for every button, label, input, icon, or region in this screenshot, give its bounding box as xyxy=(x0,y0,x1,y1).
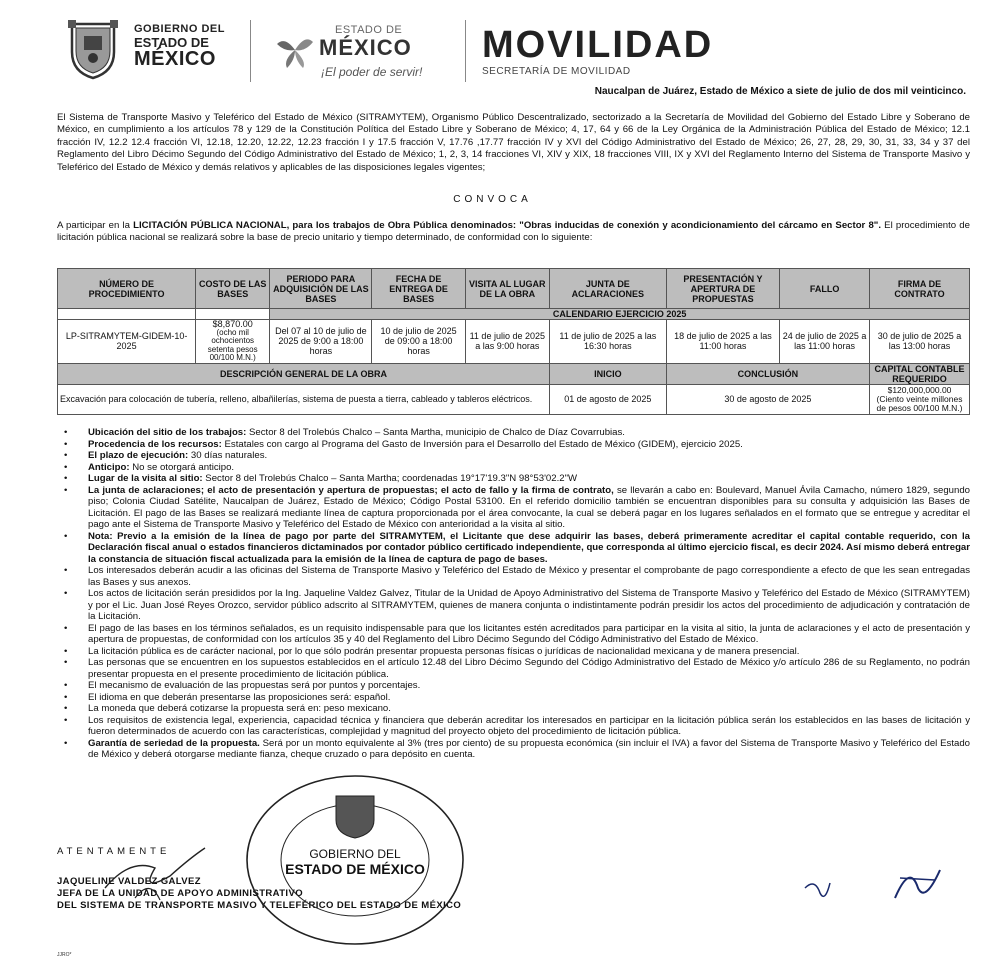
bullet-text: El idioma en que deberán presentarse las proposiciones será: español. xyxy=(88,691,391,703)
list-item: • Garantía de seriedad de la propuesta. Será por un monto equivalente al 3% (tres por ciento) de su propuesta económica (sin incluir el IVA) a favor del Sistema de Transporte Masivo y Teleférico del Estado de México y deberá otorgarse mediante fianza, cheque cruzado o para depósito en cuenta. xyxy=(64,737,970,760)
list-item: • El idioma en que deberán presentarse las proposiciones será: español. xyxy=(64,691,391,703)
list-item: • La licitación pública es de carácter nacional, por lo que sólo podrán presentar propuesta personas físicas o jurídicas de nacionalidad mexicana y de manera presencial. xyxy=(64,645,800,657)
signer-title2: DEL SISTEMA DE TRANSPORTE MASIVO Y TELEFÉRICO DEL ESTADO DE MÉXICO xyxy=(57,900,462,911)
letterhead xyxy=(0,0,985,90)
requirements-list xyxy=(60,427,970,761)
list-item: • El plazo de ejecución: 30 días naturales. xyxy=(64,450,268,461)
cell-descripcion: Excavación para colocación de tubería, relleno, albañilerías, sistema de puesta a tierra, cableado y tableros eléctricos. xyxy=(58,384,550,414)
movilidad-logo xyxy=(482,26,713,77)
list-item: • La moneda que deberá cotizarse la propuesta será en: peso mexicano. xyxy=(64,703,391,714)
th-costo: COSTO DE LAS BASES xyxy=(196,269,270,309)
cell-conclusion: 30 de agosto de 2025 xyxy=(666,384,869,414)
list-item: • El pago de las bases en los términos señalados, es un requisito indispensable para que los licitantes estén acreditados para participar en la visita al sitio, la junta de aclaraciones y el acto de presentación y apertura de propuestas, de conformidad con los artículos 35 y 40 del Reglamento del Libro Décimo Segundo del Código Administrativo del Estado de México. xyxy=(64,622,970,645)
th-descripcion: DESCRIPCIÓN GENERAL DE LA OBRA xyxy=(58,363,550,384)
th-presentacion: PRESENTACIÓN Y APERTURA DE PROPUESTAS xyxy=(666,269,779,309)
cell-capital xyxy=(870,384,970,414)
bullet-label: Lugar de la visita al sitio: xyxy=(88,473,203,484)
list-item: • El mecanismo de evaluación de las propuestas será por puntos y porcentajes. xyxy=(64,680,421,691)
flower-icon xyxy=(275,30,315,70)
gov-line1: GOBIERNO DEL xyxy=(134,23,225,35)
th-conclusion: CONCLUSIÓN xyxy=(666,363,869,384)
header-divider xyxy=(250,20,251,82)
bullet-text: Sector 8 del Trolebús Chalco – Santa Martha, municipio de Chalco de Díaz Covarrubias. xyxy=(246,427,625,438)
cell-junta: 11 de julio de 2025 a las 16:30 horas xyxy=(549,320,666,364)
stamp-line2: ESTADO DE MÉXICO xyxy=(285,861,425,877)
call-paragraph xyxy=(57,220,970,245)
edomex-small: ESTADO DE xyxy=(335,24,403,36)
handwritten-signature-icon xyxy=(100,838,210,908)
cell-presentacion: 18 de julio de 2025 a las 11:00 horas xyxy=(666,320,779,364)
edomex-big: MÉXICO xyxy=(319,35,412,60)
table-row xyxy=(58,320,970,364)
th-visita: VISITA AL LUGAR DE LA OBRA xyxy=(465,269,549,309)
bullet-label: El plazo de ejecución: xyxy=(88,450,189,461)
bullet-text: La moneda que deberá cotizarse la propuesta será en: peso mexicano. xyxy=(88,703,391,714)
initials: JJRO* xyxy=(57,952,72,958)
list-item: • La junta de aclaraciones; el acto de presentación y apertura de propuestas; el acto de fallo y la firma de contrato, se llevarán a cabo en: Boulevard, Manuel Ávila Camacho, número 1829, segundo piso; Colonia Ciudad Satélite, Naucalpan de Juárez, Estado de México; Código Postal 53100. En el referido domicilio también se encuentran disponibles para su consulta y adquisición las Bases de Licitación. El pago de las Bases se realizará mediante línea de captura proporcionada por el área convocante, la cual se deberá pagar en los lugares señalados en el formato que se entregue y acreditar el pago ante el Sistema de Transporte Masivo y Teleférico del Estado de México con anterioridad a la visita al sitio. xyxy=(64,484,971,530)
initials-signature-icon xyxy=(800,858,950,908)
bullet-label: Nota: Previo a la emisión de la línea de pago por parte del SITRAMYTEM, el Licitante que dese adquirir las bases, deberá primeramente acreditar el capital contable requerido, con la Declaración fiscal anual o estados financieros dictaminados por contador público certificado independiente, que corresponda al último ejercicio fiscal, es decir 2024. Así mismo deberá entregar la constancia de situación fiscal actualizada para la emisión de la línea de captura de pago de bases. xyxy=(88,530,970,565)
cell-entrega: 10 de julio de 2025 de 09:00 a 18:00 horas xyxy=(372,320,465,364)
capital-letra: (Ciento veinte millones de pesos 00/100 M.N.) xyxy=(876,393,963,413)
costo-letra: (ocho mil ochocientos setenta pesos 00/100 M.N.) xyxy=(207,327,258,362)
capital-amount: $120,000,000.00 xyxy=(887,384,952,395)
call-pre: A participar en la xyxy=(57,220,134,231)
edomex-logo xyxy=(275,24,455,84)
cell-firma: 30 de julio de 2025 a las 13:00 horas xyxy=(870,320,970,364)
call-bold: LICITACIÓN PÚBLICA NACIONAL, para los trabajos de Obra Pública denominados: "Obras inducidas de conexión y acondicionamiento del cárcamo en Sector 8". xyxy=(133,220,882,231)
edomex-slogan: ¡El poder de servir! xyxy=(321,65,423,79)
cell-visita: 11 de julio de 2025 a las 9:00 horas xyxy=(465,320,549,364)
bullet-label: La junta de aclaraciones; el acto de presentación y apertura de propuestas; el acto de fallo y la firma de contrato, xyxy=(88,484,614,496)
th-inicio: INICIO xyxy=(549,363,666,384)
bullet-text: Las personas que se encuentren en los supuestos establecidos en el artículo 12.48 del Libro Décimo Segundo del Código Administrativo del Estado de México y/o artículo 286 de su Reglamento, no podrán presentar propuesta en el presente procedimiento de licitación pública. xyxy=(88,657,970,680)
bullet-text: No se otorgará anticipo. xyxy=(129,461,235,473)
stamp-line1: GOBIERNO DEL xyxy=(309,847,401,861)
bullet-label: Anticipo: xyxy=(88,461,130,473)
movilidad-subtitle: SECRETARÍA DE MOVILIDAD xyxy=(482,66,631,77)
calendar-header: CALENDARIO EJERCICIO 2025 xyxy=(270,309,970,320)
cell-numero: LP-SITRAMYTEM-GIDEM-10-2025 xyxy=(58,320,196,364)
list-item: • Las personas que se encuentren en los supuestos establecidos en el artículo 12.48 del Libro Décimo Segundo del Código Administrativo del Estado de México y/o artículo 286 de su Reglamento, no podrán presentar propuesta en el presente procedimiento de licitación pública. xyxy=(64,657,970,680)
bullet-label: Procedencia de los recursos: xyxy=(88,438,222,450)
bullet-text: Estatales con cargo al Programa del Gasto de Inversión para el Desarrollo del Estado de México (GIDEM), ejercicio 2025. xyxy=(221,438,743,450)
intro-paragraph: El Sistema de Transporte Masivo y Teleférico del Estado de México (SITRAMYTEM), Organismo Público Descentralizado, sectorizado a la Secretaría de Movilidad del Gobierno del Estado Libre y Soberano de México, en cumplimiento a los artículos 78 y 129 de la Constitución Política del Estado Libre y Soberano de México; 4, 17, 64 y 66 de la Ley Orgánica de la Administración Pública del Estado de México; 12.1 fracción IV, 12.2 12.4 fracción VI, 12.18, 12.20, 12.22, 12.23 fracción I y 17.5 fracción V, 17.76 ,17.77 fracción IV y XVI del Código Administrativo del Estado de México; 26, 27, 28, 29, 30, 31, 33, 34 y 37 del Reglamento del Libro Décimo Segundo del Código Administrativo del Estado de México; 1, 2, 3, 14 fracciones VI, XIV y XIX, 18 fracciones VIII, IX y XVI del Reglamento Interno del Sistema de Transporte Masivo y Teleférico del Estado de México y demás relativos y aplicables de las disposiciones legales vigentes; xyxy=(57,112,970,173)
gov-logo-text xyxy=(134,24,225,70)
signer-title1: JEFA DE LA UNIDAD DE APOYO ADMINISTRATIVO xyxy=(57,888,303,899)
bullet-text: Los requisitos de existencia legal, experiencia, capacidad técnica y financiera que deberán acreditar los interesados en participar en la licitación pública serán los establecidos en las bases de licitación y fueron determinados de acuerdo con las características, complejidad y magnitud del proyecto objeto del procedimiento de licitación pública. xyxy=(88,714,970,737)
gov-line2: ESTADO DE xyxy=(134,34,209,50)
list-item: • Los interesados deberán acudir a las oficinas del Sistema de Transporte Masivo y Teleférico del Estado de México y presentar el comprobante de pago correspondiente a efecto de que les sean entregadas las Bases y sus anexos. xyxy=(64,565,970,588)
table-row xyxy=(58,384,970,414)
bullet-text: Los actos de licitación serán presididos por la Ing. Jaqueline Valdez Galvez, Titular de la Unidad de Apoyo Administrativo del Sistema de Transporte Masivo y Teleférico del Estado de México (SITRAMYTEM) y por el Lic. Juan José Reyes Orozco, servidor público adscrito al SITRAMYTEM, quienes de manera conjunta o indistintamente podrán presidir los actos del procedimiento de adjudicación y contratación de la Licitación. xyxy=(88,588,970,622)
th-entrega: FECHA DE ENTREGA DE BASES xyxy=(372,269,465,309)
bullet-text: El pago de las bases en los términos señalados, es un requisito indispensable para que los licitantes estén acreditados para participar en la visita al sitio, la junta de aclaraciones y el acto de presentación y apertura de propuestas, de conformidad con los artículos 35 y 40 del Reglamento del Libro Décimo Segundo del Código Administrativo del Estado de México. xyxy=(88,622,970,645)
costo-amount: $8,870.00 xyxy=(212,319,253,329)
cell-costo xyxy=(196,320,270,364)
bullet-text: se llevarán a cabo en: Boulevard, Manuel Ávila Camacho, número 1829, segundo piso; Colonia Ciudad Satélite, Naucalpan de Juárez, Estado de México; Código Postal 53100. En el referido domicilio también se encuentran disponibles para su consulta y adquisición las Bases de Licitación. El pago de las Bases se realizará mediante línea de captura proporcionada por el área convocante, la cual se deberá pagar en los lugares señalados en el formato que se entregue y acreditar el pago ante el Sistema de Transporte Masivo y Teleférico del Estado de México con anterioridad a la visita al sitio. xyxy=(88,484,971,530)
official-stamp-icon xyxy=(240,768,470,948)
bullet-text: Los interesados deberán acudir a las oficinas del Sistema de Transporte Masivo y Teleférico del Estado de México y presentar el comprobante de pago correspondiente a efecto de que les sean entregadas las Bases y sus anexos. xyxy=(88,565,970,588)
list-item: • Los actos de licitación serán presididos por la Ing. Jaqueline Valdez Galvez, Titular de la Unidad de Apoyo Administrativo del Sistema de Transporte Masivo y Teleférico del Estado de México (SITRAMYTEM) y por el Lic. Juan José Reyes Orozco, servidor público adscrito al SITRAMYTEM, quienes de manera conjunta o indistintamente podrán presidir los actos del procedimiento de adjudicación y contratación de la Licitación. xyxy=(64,588,970,622)
th-periodo: PERIODO PARA ADQUISICIÓN DE LAS BASES xyxy=(270,269,372,309)
gov-line3: MÉXICO xyxy=(134,48,216,71)
th-junta: JUNTA DE ACLARACIONES xyxy=(549,269,666,309)
signer-name: JAQUELINE VALDEZ GALVEZ xyxy=(57,876,201,887)
list-item: • Ubicación del sitio de los trabajos: Sector 8 del Trolebús Chalco – Santa Martha, municipio de Chalco de Díaz Covarrubias. xyxy=(64,427,625,438)
state-seal-icon xyxy=(64,18,122,80)
bullet-text: La licitación pública es de carácter nacional, por lo que sólo podrán presentar propuesta personas físicas o jurídicas de nacionalidad mexicana y de manera presencial. xyxy=(88,645,800,657)
th-firma: FIRMA DE CONTRATO xyxy=(870,269,970,309)
th-fallo: FALLO xyxy=(780,269,870,309)
th-capital: CAPITAL CONTABLE REQUERIDO xyxy=(870,363,970,384)
bullet-text: Sector 8 del Trolebús Chalco – Santa Martha; coordenadas 19°17'19.3"N 98°53'02.2"W xyxy=(202,473,578,484)
cell-periodo: Del 07 al 10 de julio de 2025 de 9:00 a 18:00 horas xyxy=(270,320,372,364)
th-numero: NÚMERO DE PROCEDIMIENTO xyxy=(58,269,196,309)
list-item: • Anticipo: No se otorgará anticipo. xyxy=(64,461,235,473)
bullet-text: 30 días naturales. xyxy=(188,450,268,461)
bullet-label: Garantía de seriedad de la propuesta. xyxy=(88,737,260,749)
movilidad-title: MOVILIDAD xyxy=(482,24,714,66)
atentamente: ATENTAMENTE xyxy=(57,846,171,857)
header-divider xyxy=(465,20,466,82)
cell-inicio: 01 de agosto de 2025 xyxy=(549,384,666,414)
list-item: • Lugar de la visita al sitio: Sector 8 del Trolebús Chalco – Santa Martha; coordenadas 19°17'19.3"N 98°53'02.2"W xyxy=(64,473,578,484)
convoca-heading: CONVOCA xyxy=(453,194,532,205)
list-item: • Los requisitos de existencia legal, experiencia, capacidad técnica y financiera que deberán acreditar los interesados en participar en la licitación pública serán los establecidos en las bases de licitación y fueron determinados de acuerdo con las características, complejidad y magnitud del proyecto objeto del procedimiento de licitación pública. xyxy=(64,714,970,737)
list-item: • Nota: Previo a la emisión de la línea de pago por parte del SITRAMYTEM, el Licitante que dese adquirir las bases, deberá primeramente acreditar el capital contable requerido, con la Declaración fiscal anual o estados financieros dictaminados por contador público certificado independiente, que corresponda al último ejercicio fiscal, es decir 2024. Así mismo deberá entregar la constancia de situación fiscal actualizada para la emisión de la línea de captura de pago de bases. xyxy=(64,530,970,565)
bullet-label: Ubicación del sitio de los trabajos: xyxy=(88,427,247,438)
date-line: Naucalpan de Juárez, Estado de México a siete de julio de dos mil veinticinco. xyxy=(594,86,966,97)
cell-fallo: 24 de julio de 2025 a las 11:00 horas xyxy=(780,320,870,364)
bullet-text: El mecanismo de evaluación de las propuestas será por puntos y porcentajes. xyxy=(88,680,421,691)
list-item: • Procedencia de los recursos: Estatales con cargo al Programa del Gasto de Inversión para el Desarrollo del Estado de México (GIDEM), ejercicio 2025. xyxy=(64,438,743,450)
call-post: El procedimiento de licitación pública nacional se realizará sobre la base de precio unitario y tiempo determinado, de conformidad con lo siguiente: xyxy=(57,220,970,244)
tender-table xyxy=(57,268,970,415)
bullet-text: Será por un monto equivalente al 3% (tres por ciento) de su propuesta económica (sin incluir el IVA) a favor del Sistema de Transporte Masivo y Teleférico del Estado de México y deberá otorgarse mediante fianza, cheque cruzado o para depósito en cuenta. xyxy=(88,737,970,760)
